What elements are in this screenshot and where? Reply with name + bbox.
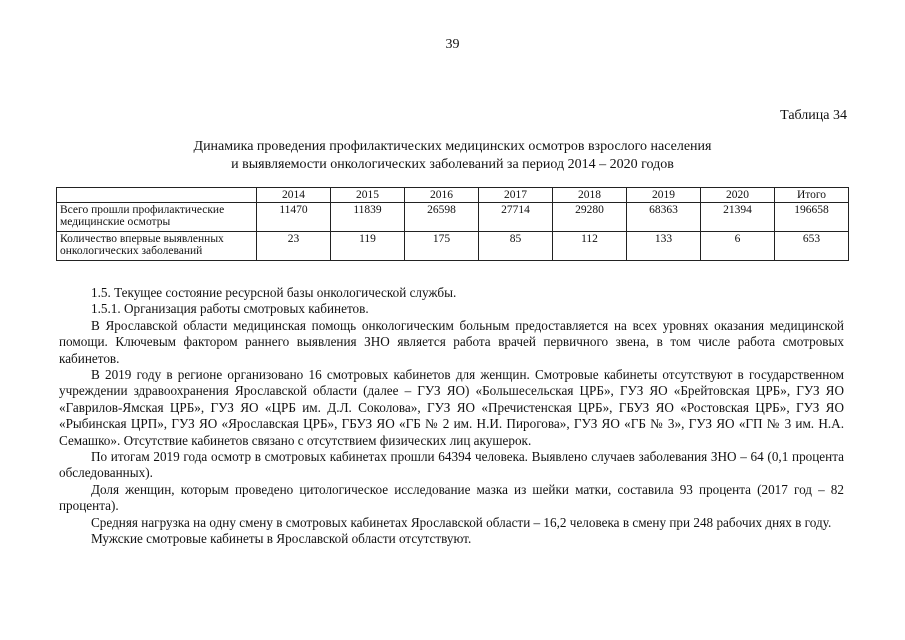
paragraph: Мужские смотровые кабинеты в Ярославской области отсутствуют. <box>91 531 472 547</box>
row-label: Всего прошли профилактические медицинские осмотры <box>57 203 257 232</box>
table-cell: 6 <box>701 232 775 261</box>
table-label: Таблица 34 <box>780 108 847 123</box>
paragraph: По итогам 2019 года осмотр в смотровых кабинетах прошли 64394 человека. Выявлено случаев заболевания ЗНО – 64 (0,1 процента обследованных). <box>59 449 844 481</box>
table-header-cell: 2015 <box>331 188 405 203</box>
subsection-heading: 1.5.1. Организация работы смотровых кабинетов. <box>91 301 369 317</box>
table-row <box>57 203 849 232</box>
table-cell: 11470 <box>257 203 331 232</box>
table-cell: 119 <box>331 232 405 261</box>
section-heading: 1.5. Текущее состояние ресурсной базы онкологической службы. <box>91 285 457 300</box>
table-cell: 26598 <box>405 203 479 232</box>
table-header-cell: 2018 <box>553 188 627 203</box>
table-cell: 21394 <box>701 203 775 232</box>
page-number: 39 <box>445 37 460 52</box>
table-row <box>57 232 849 261</box>
table-cell: 27714 <box>479 203 553 232</box>
table-cell: 29280 <box>553 203 627 232</box>
screening-table <box>56 187 849 261</box>
table-header-cell <box>57 188 257 203</box>
table-title-line-1: Динамика проведения профилактических медицинских осмотров взрослого населения <box>193 139 712 154</box>
paragraph: Средняя нагрузка на одну смену в смотровых кабинетах Ярославской области – 16,2 человека в смену при 248 рабочих днях в году. <box>91 514 832 530</box>
table-header-cell: 2017 <box>479 188 553 203</box>
table-header-cell: 2020 <box>701 188 775 203</box>
table-header-row <box>57 188 849 203</box>
body-text <box>59 285 844 548</box>
table-title <box>0 138 905 174</box>
table-cell: 11839 <box>331 203 405 232</box>
table-cell: 68363 <box>627 203 701 232</box>
table-cell: 23 <box>257 232 331 261</box>
table-cell: 653 <box>775 232 849 261</box>
paragraph: В Ярославской области медицинская помощь онкологическим больным предоставляется на всех уровнях оказания медицинской помощи. Ключевым фактором раннего выявления ЗНО является работа врачей первичного звена, в том числе работа смотровых кабинетов. <box>59 317 844 366</box>
table-cell: 133 <box>627 232 701 261</box>
table-header-cell: 2016 <box>405 188 479 203</box>
row-label: Количество впервые выявленных онкологических заболеваний <box>57 232 257 261</box>
paragraph: Доля женщин, которым проведено цитологическое исследование мазка из шейки матки, составила 93 процента (2017 год – 82 процента). <box>59 481 844 514</box>
table-cell: 112 <box>553 232 627 261</box>
paragraph: В 2019 году в регионе организовано 16 смотровых кабинетов для женщин. Смотровые кабинеты отсутствуют в государственном учреждении здравоохранения Ярославской области (далее – ГУЗ ЯО) «Большесельская ЦРБ», ГУЗ ЯО «Брейтовская ЦРБ», ГУЗ ЯО «Гаврилов-Ямская ЦРБ», ГУЗ ЯО «ЦРБ им. Д.Л. Соколова», ГУЗ ЯО «Пречистенская ЦРБ», ГБУЗ ЯО «Ростовская ЦРБ», ГУЗ ЯО «Рыбинская ЦРП», ГУЗ ЯО «Ярославская ЦРБ», ГБУЗ ЯО «ГБ № 2 им. Н.И. Пирогова», ГУЗ ЯО «ГБ № 3», ГУЗ ЯО «ГП № 3 им. Н.А. Семашко». Отсутствие кабинетов связано с отсутствием физических лиц акушерок. <box>59 367 844 448</box>
table-header-cell: Итого <box>775 188 849 203</box>
table-cell: 196658 <box>775 203 849 232</box>
table-cell: 85 <box>479 232 553 261</box>
table-title-line-2: и выявляемости онкологических заболеваний за период 2014 – 2020 годов <box>231 157 674 172</box>
table-header-cell: 2019 <box>627 188 701 203</box>
table-cell: 175 <box>405 232 479 261</box>
table-header-cell: 2014 <box>257 188 331 203</box>
